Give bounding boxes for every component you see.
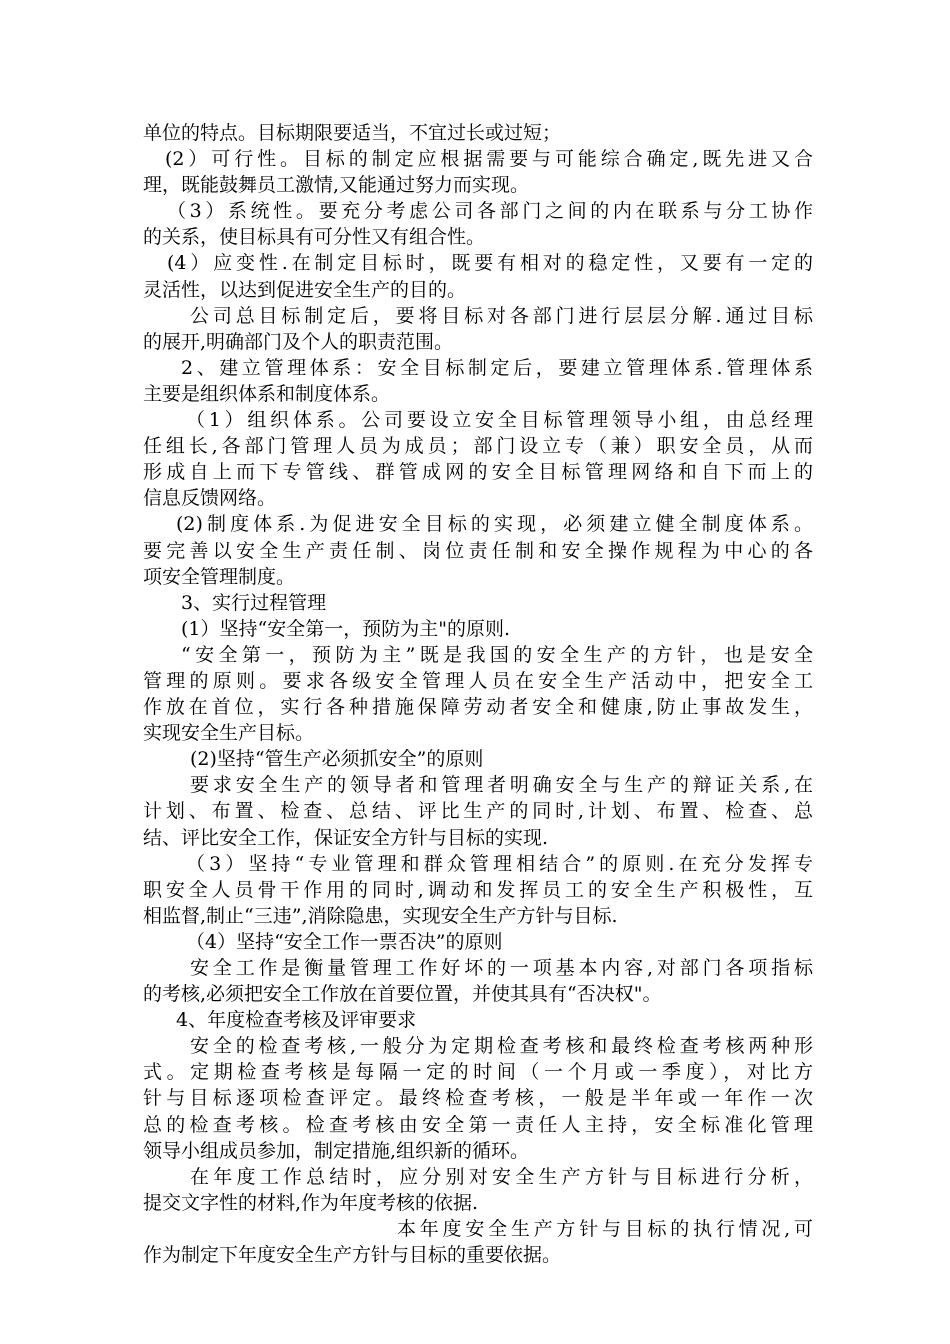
text-line: 结、评比安全工作，保证安全方针与目标的实现.	[143, 826, 549, 849]
text-line: 职安全人员骨干作用的同时,调动和发挥员工的安全生产积极性，互	[143, 878, 813, 901]
text-line: 要求安全生产的领导者和管理者明确安全与生产的辩证关系,在	[190, 774, 813, 797]
text-line: （1）组织体系。公司要设立安全目标管理领导小组，由总经理	[186, 409, 813, 432]
text-line: 形成自上而下专管线、群管成网的安全目标管理网络和自下而上的	[143, 461, 813, 484]
text-line: 4、年度检查考核及评审要求	[176, 1009, 417, 1032]
text-line: 作放在首位，实行各种措施保障劳动者安全和健康,防止事故发生，	[143, 696, 813, 719]
text-line: 理，既能鼓舞员工激情,又能通过努力而实现。	[143, 174, 530, 197]
text-line: 相监督,制止“三违”,消除隐患，实现安全生产方针与目标.	[143, 904, 618, 927]
text-line: (2)坚持“管生产必须抓安全”的原则	[190, 748, 484, 771]
text-line: (2）可行性。目标的制定应根据需要与可能综合确定,既先进又合	[165, 148, 813, 171]
text-line: 要完善以安全生产责任制、岗位责任制和安全操作规程为中心的各	[143, 539, 813, 562]
text-line: 管理的原则。要求各级安全管理人员在安全生产活动中，把安全工	[143, 669, 813, 692]
text-line: 实现安全生产目标。	[143, 722, 315, 745]
text-line: 总的检查考核。检查考核由安全第一责任人主持，安全标准化管理	[143, 1113, 813, 1136]
text-line: 在年度工作总结时，应分别对安全生产方针与目标进行分析，	[190, 1165, 813, 1188]
text-line: 项安全管理制度。	[143, 565, 296, 588]
text-line: 作为制定下年度安全生产方针与目标的重要依据。	[143, 1244, 562, 1267]
text-line: 2、建立管理体系：安全目标制定后，要建立管理体系.管理体系	[181, 356, 813, 379]
text-line: 安全工作是衡量管理工作好坏的一项基本内容,对部门各项指标	[190, 957, 813, 979]
text-line: （4）坚持“安全工作一票否决”的原则	[186, 930, 503, 953]
text-line: 针与目标逐项检查评定。最终检查考核，一般是半年或一年作一次	[143, 1087, 813, 1110]
text-line: 任组长,各部门管理人员为成员；部门设立专（兼）职安全员，从而	[143, 435, 813, 458]
text-line: 的考核,必须把安全工作放在首要位置，并使其具有“否决权"。	[143, 983, 662, 1006]
text-line: 灵活性，以达到促进安全生产的目的。	[143, 278, 467, 301]
text-line: 计划、布置、检查、总结、评比生产的同时,计划、布置、检查、总	[143, 800, 813, 823]
text-line: 安全的检查考核,一般分为定期检查考核和最终检查考核两种形	[190, 1035, 813, 1058]
text-line: 3、实行过程管理	[181, 591, 327, 614]
text-line: 提交文字性的材料,作为年度考核的依据.	[143, 1191, 479, 1214]
text-line: 单位的特点。目标期限要适当，不宜过长或过短；	[143, 122, 562, 144]
text-line: 信息反馈网络。	[143, 487, 277, 510]
text-line: 本年度安全生产方针与目标的执行情况,可	[397, 1217, 813, 1240]
text-line: 的关系，使目标具有可分性又有组合性。	[143, 226, 486, 249]
document-body	[143, 120, 813, 1268]
text-line: 公司总目标制定后，要将目标对各部门进行层层分解.通过目标	[190, 304, 813, 327]
text-line: (1）坚持“安全第一，预防为主"的原则.	[181, 617, 510, 640]
text-line: (4）应变性.在制定目标时，既要有相对的稳定性，又要有一定的	[167, 252, 813, 275]
text-line: 式。定期检查考核是每隔一定的时间（一个月或一季度），对比方	[143, 1061, 813, 1084]
text-line: “安全第一，预防为主”既是我国的安全生产的方针，也是安全	[181, 643, 813, 666]
text-line: (2)制度体系.为促进安全目标的实现，必须建立健全制度体系。	[176, 513, 813, 536]
text-line: （3）坚持“专业管理和群众管理相结合”的原则.在充分发挥专	[186, 852, 813, 875]
text-line: （3）系统性。要充分考虑公司各部门之间的内在联系与分工协作	[167, 200, 813, 223]
text-line: 主要是组织体系和制度体系。	[143, 382, 391, 405]
text-line: 领导小组成员参加，制定措施,组织新的循环。	[143, 1139, 530, 1162]
text-line: 的展开,明确部门及个人的职责范围。	[143, 330, 454, 353]
